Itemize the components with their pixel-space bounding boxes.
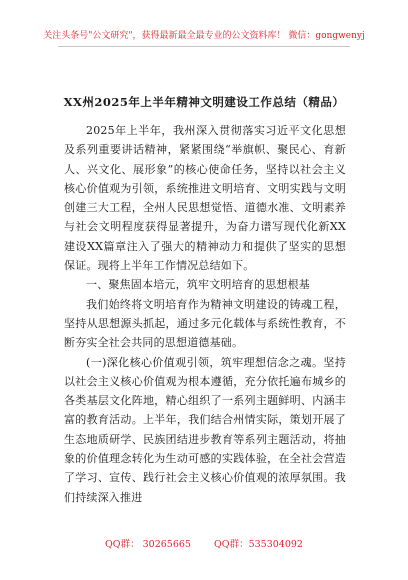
paragraph-subsection-1: (一)深化核心价值观引领，筑牢理想信念之魂。坚持以社会主义核心价值观为根本遵循，充分依托遍布城乡的各类基层文化阵地，精心组织了一系列主题鲜明、内涵丰富的教育活动。上半年，我们结合州情实际，策划开展了生态地质研学、民族团结进步教育等系列主题活动，将抽象的价值理念转化为生动可感的实践体验，在全社会营造了学习、宣传、践行社会主义核心价值观的浓厚氛围。我们持续深入推进 — [64, 355, 346, 504]
document-body — [64, 117, 346, 507]
paragraph-section-1: 我们始终将文明培育作为精神文明建设的铸魂工程，坚持从思想源头抓起，通过多元化载体与系统性教育，不断夯实全社会共同的思想道德基础。 — [64, 297, 346, 350]
footer-contact — [0, 536, 408, 550]
header-promo-note: 关注头条号"公文研究"，获得最新最全最专业的公文资料库！ 微信：gongwenyj — [43, 31, 365, 41]
footer-qq-group-1: QQ群： 30265665 — [105, 539, 191, 550]
section-heading-1: 一、聚焦固本培元，筑牢文明培育的思想根基 — [86, 278, 310, 292]
paragraph-intro: 2025年上半年，我州深入贯彻落实习近平文化思想及系列重要讲话精神，紧紧围绕“举旗帜、聚民心、育新人、兴文化、展形象”的核心使命任务，坚持以社会主义核心价值观为引领，系统推进文明培育、文明实践与文明创建三大工程，全州人民思想觉悟、道德水准、文明素养与社会文明程度获得显著提升，为奋力谱写现代化新XX建设XX篇章注入了强大的精神动力和提供了坚实的思想保证。现将上半年工作情况总结如下。 — [64, 124, 346, 273]
document-title: XX州2025年上半年精神文明建设工作总结（精品） — [63, 95, 345, 109]
header-divider — [58, 46, 350, 47]
footer-qq-group-2: QQ群：535304092 — [214, 539, 303, 550]
